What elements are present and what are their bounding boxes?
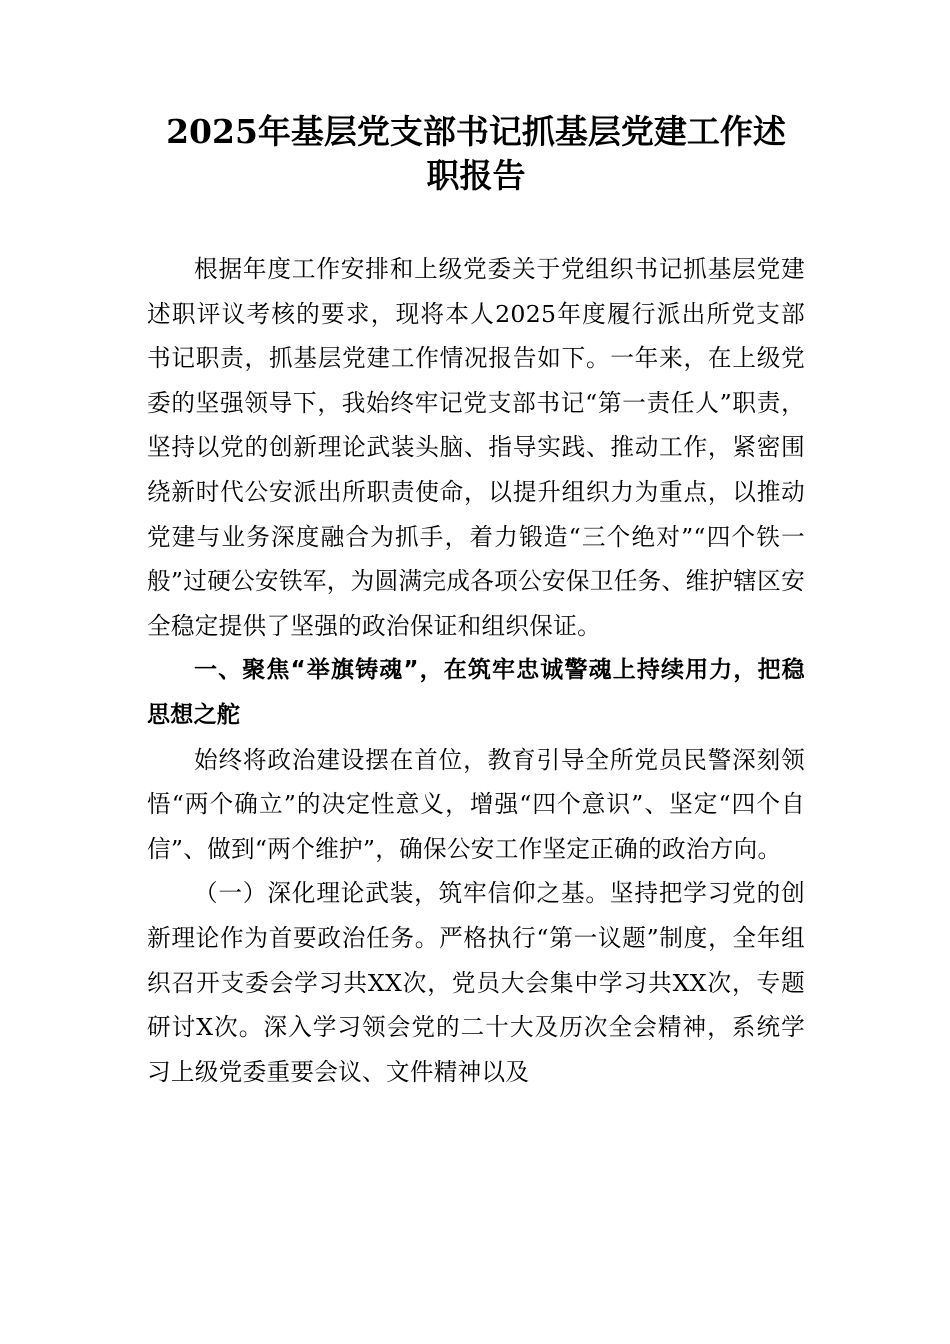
section-1-heading: 一、聚焦“举旗铸魂”，在筑牢忠诚警魂上持续用力，把稳思想之舵 bbox=[147, 657, 805, 728]
title-line-1: 2025年基层党支部书记抓基层党建工作述 bbox=[166, 112, 786, 151]
intro-paragraph: 根据年度工作安排和上级党委关于党组织书记抓基层党建述职评议考核的要求，现将本人2025年度履行派出所党支部书记职责，抓基层党建工作情况报告如下。一年来，在上级党委的坚强领导下，我始终牢记党支部书记“第一责任人”职责，坚持以党的创新理论武装头脑、指导实践、推动工作，紧密围绕新时代公安派出所职责使命，以提升组织力为重点，以推动党建与业务深度融合为抓手，着力锻造“三个绝对”“四个铁一般”过硬公安铁军，为圆满完成各项公安保卫任务、维护辖区安全稳定提供了坚强的政治保证和组织保证。 bbox=[147, 255, 805, 640]
subsection-1-paragraph: （一）深化理论武装，筑牢信仰之基。坚持把学习党的创新理论作为首要政治任务。严格执行“第一议题”制度，全年组织召开支委会学习共XX次，党员大会集中学习共XX次，专题研讨X次。深入学习领会党的二十大及历次全会精神，系统学习上级党委重要会议、文件精神以及 bbox=[147, 879, 805, 1086]
section-1-paragraph: 始终将政治建设摆在首位，教育引导全所党员民警深刻领悟“两个确立”的决定性意义，增强“四个意识”、坚定“四个自信”、做到“两个维护”，确保公安工作坚定正确的政治方向。 bbox=[147, 745, 805, 863]
document-page bbox=[147, 110, 805, 1094]
document-body bbox=[147, 247, 805, 1094]
title-line-2: 职报告 bbox=[426, 156, 526, 195]
document-title bbox=[147, 110, 805, 198]
